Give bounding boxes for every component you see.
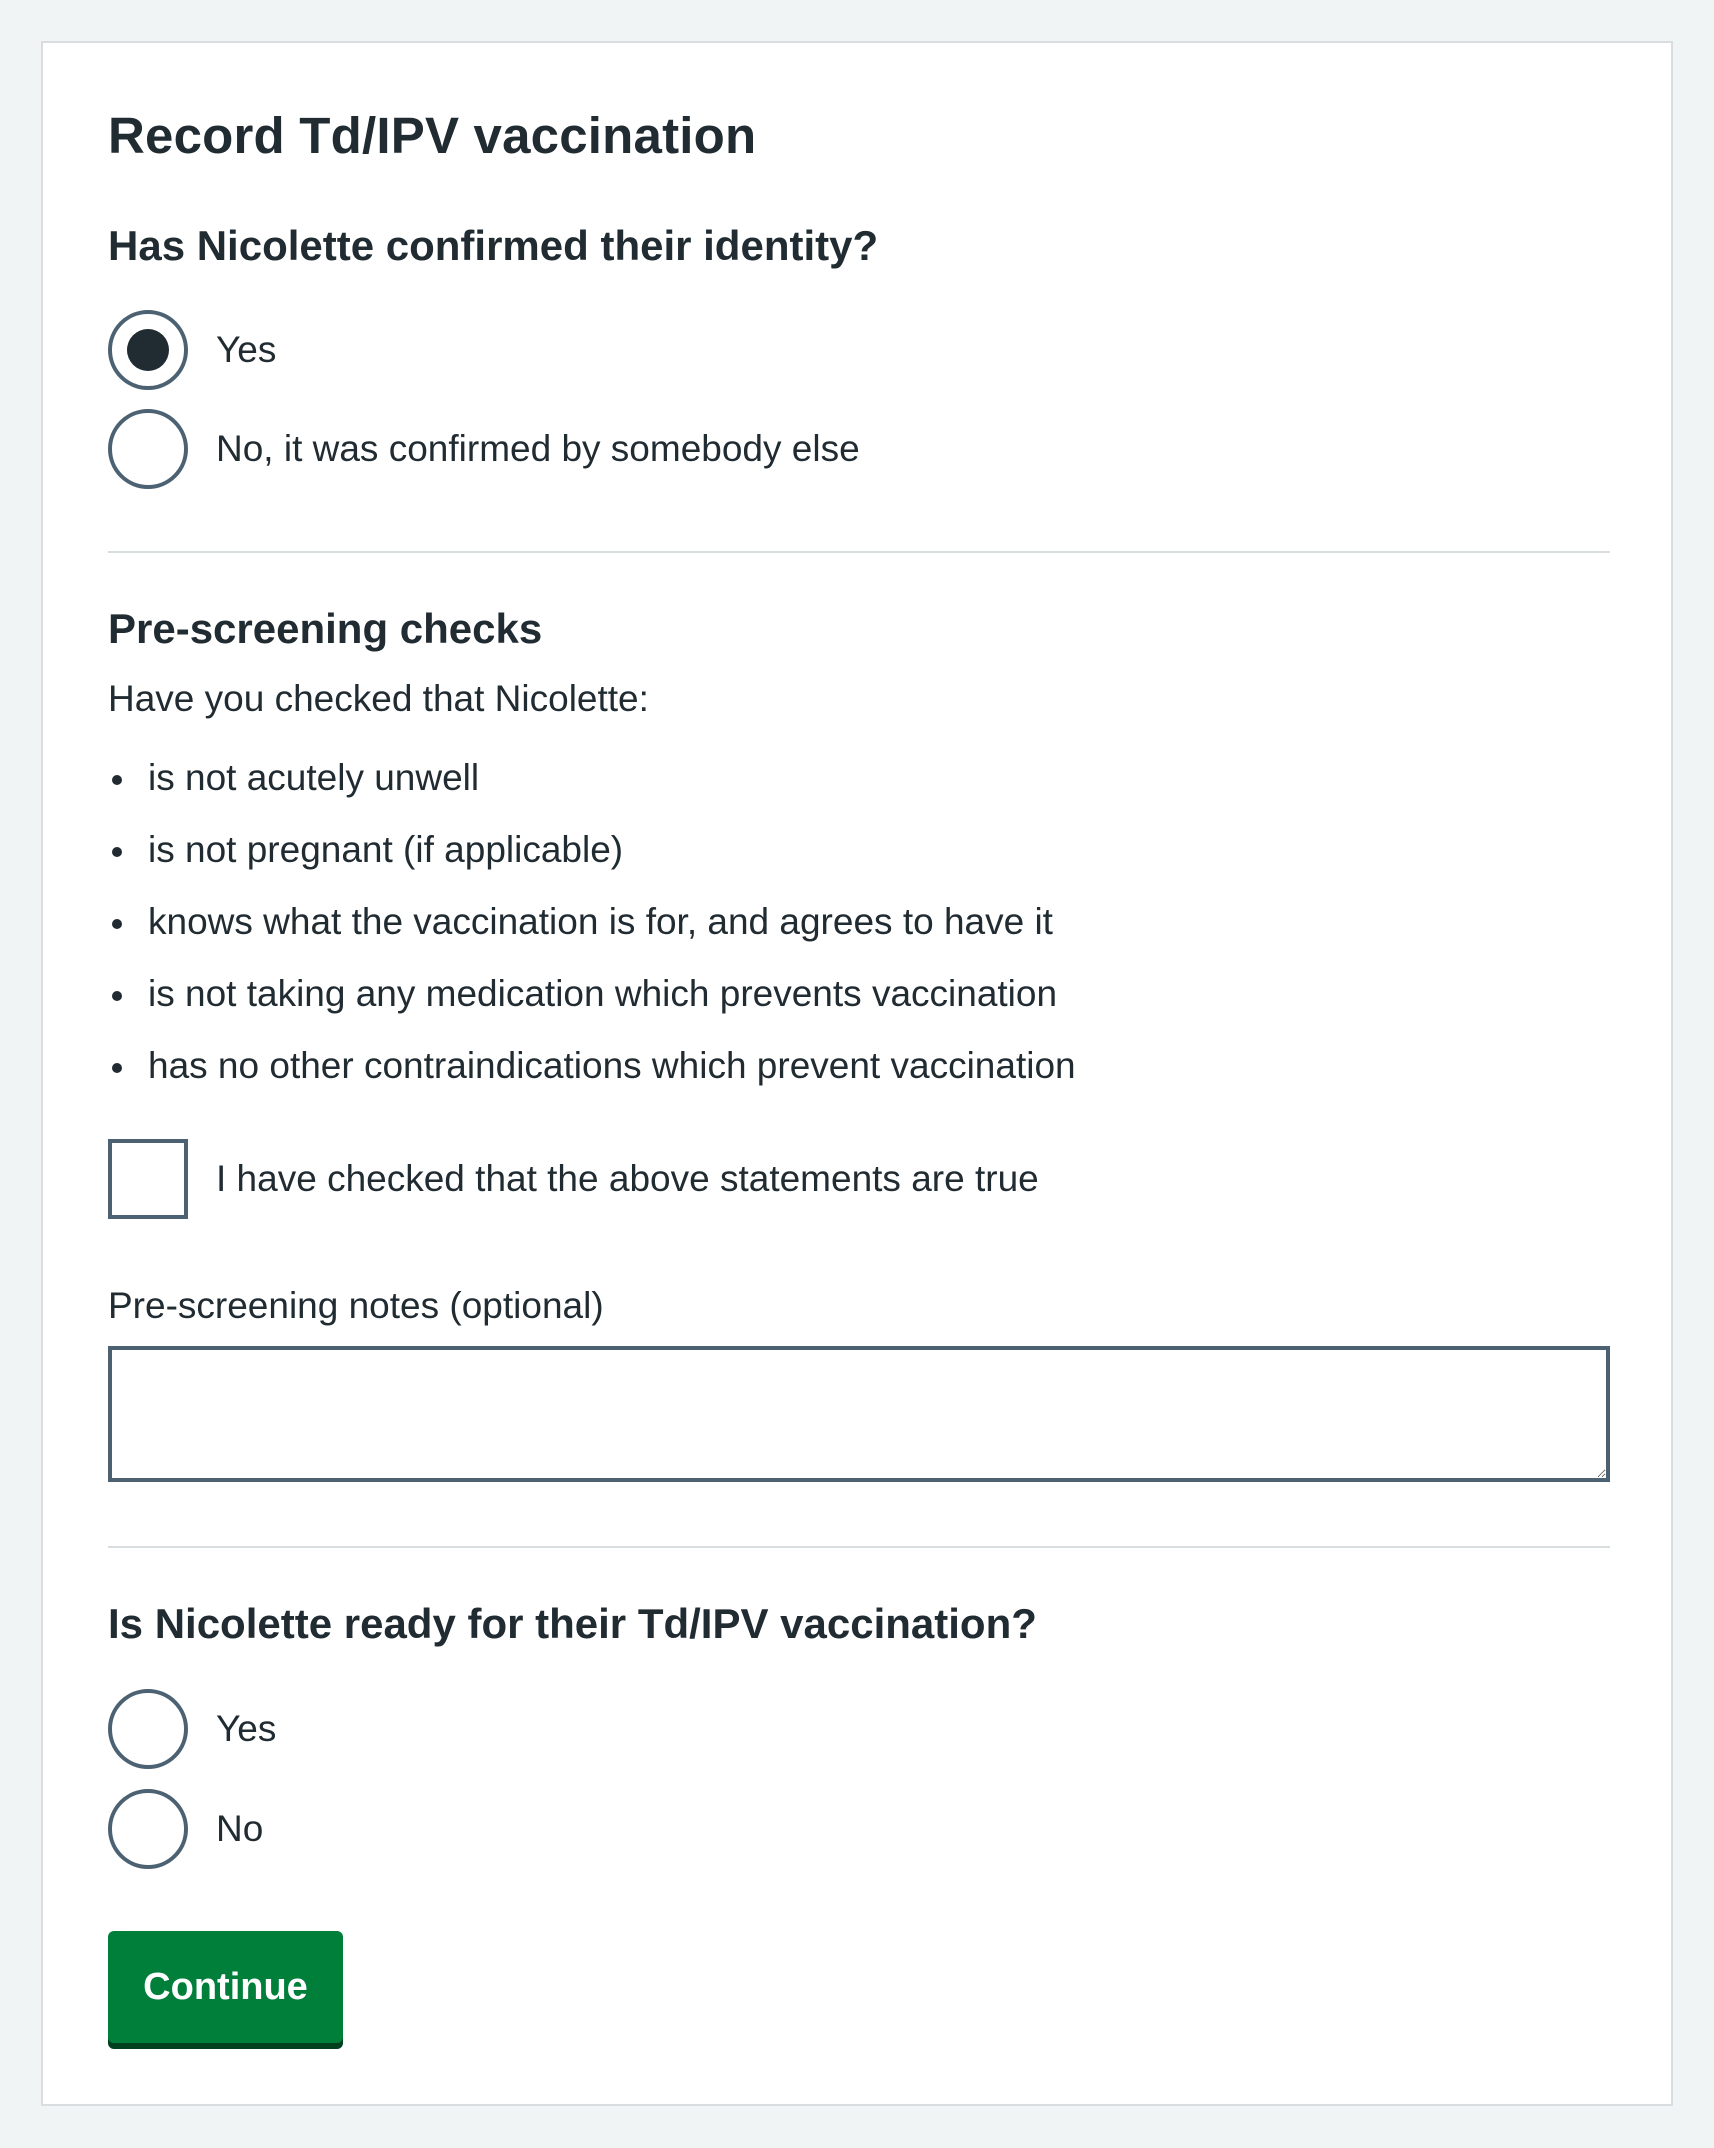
prescreening-confirm-checkbox[interactable] bbox=[108, 1139, 188, 1219]
ready-yes-label: Yes bbox=[216, 1708, 277, 1749]
identity-no-label: No, it was confirmed by somebody else bbox=[216, 428, 860, 469]
identity-yes-label: Yes bbox=[216, 329, 277, 370]
identity-no-option[interactable] bbox=[108, 409, 860, 489]
identity-yes-radio[interactable] bbox=[108, 310, 188, 390]
identity-no-radio[interactable] bbox=[108, 409, 188, 489]
prescreening-confirm-label: I have checked that the above statements are true bbox=[216, 1158, 1039, 1199]
ready-no-option[interactable] bbox=[108, 1789, 263, 1869]
ready-no-radio[interactable] bbox=[108, 1789, 188, 1869]
ready-yes-radio[interactable] bbox=[108, 1689, 188, 1769]
form-card bbox=[41, 41, 1673, 2106]
ready-yes-option[interactable] bbox=[108, 1689, 276, 1769]
section-divider bbox=[108, 1546, 1610, 1548]
list-item: knows what the vaccination is for, and agrees to have it bbox=[108, 899, 1076, 971]
notes-label: Pre-screening notes (optional) bbox=[108, 1285, 604, 1326]
list-item: is not pregnant (if applicable) bbox=[108, 827, 1076, 899]
prescreening-list bbox=[108, 755, 1076, 1115]
ready-no-label: No bbox=[216, 1808, 264, 1849]
ready-question: Is Nicolette ready for their Td/IPV vaccination? bbox=[108, 1600, 1037, 1647]
notes-textarea[interactable] bbox=[108, 1346, 1610, 1482]
continue-button[interactable]: Continue bbox=[108, 1931, 343, 2043]
identity-yes-option[interactable] bbox=[108, 310, 276, 390]
list-item: is not acutely unwell bbox=[108, 755, 1076, 827]
prescreening-heading: Pre-screening checks bbox=[108, 605, 543, 652]
section-divider bbox=[108, 551, 1610, 553]
prescreening-confirm-option[interactable] bbox=[108, 1139, 1039, 1219]
list-item: is not taking any medication which prevents vaccination bbox=[108, 971, 1076, 1043]
page-title: Record Td/IPV vaccination bbox=[108, 107, 757, 164]
identity-question: Has Nicolette confirmed their identity? bbox=[108, 222, 879, 269]
prescreening-intro: Have you checked that Nicolette: bbox=[108, 678, 649, 719]
list-item: has no other contraindications which prevent vaccination bbox=[108, 1043, 1076, 1115]
